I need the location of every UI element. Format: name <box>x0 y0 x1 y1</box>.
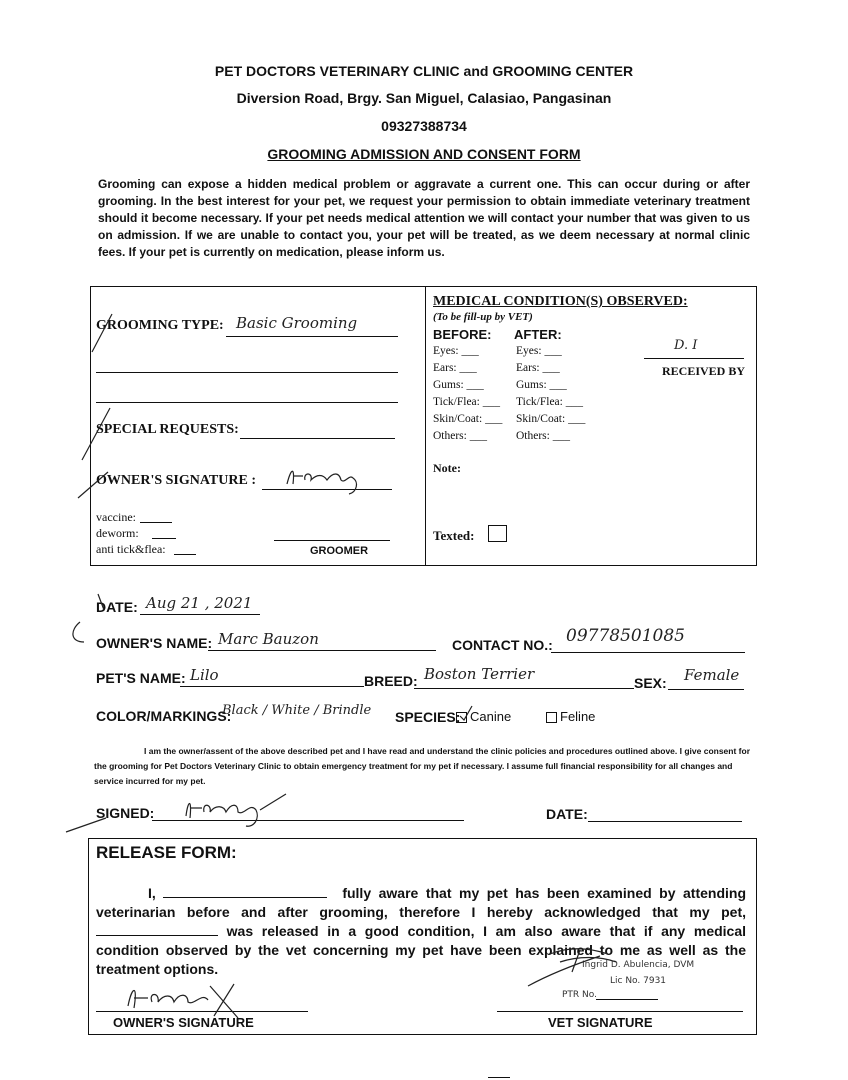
grooming-type-value[interactable]: Basic Grooming <box>236 314 358 332</box>
signed-date-label: DATE: <box>546 806 588 822</box>
special-requests-label: SPECIAL REQUESTS: <box>96 422 239 437</box>
groomer-line <box>274 540 390 541</box>
tick-flea-field[interactable] <box>174 554 196 555</box>
date-line <box>140 614 260 615</box>
before-skin-coat: Skin/Coat: ___ <box>433 413 503 425</box>
vaccine-label: vaccine: <box>96 510 136 524</box>
vet-sig-line <box>497 1011 743 1012</box>
before-others: Others: ___ <box>433 430 487 442</box>
vet-license-stamp: Lic No. 7931 <box>610 976 667 986</box>
owner-signature-label: OWNER'S SIGNATURE : <box>96 473 256 488</box>
consent-paragraph: I am the owner/assent of the above described pet and I have read and understand the clinic policies and procedures outlined above. I give consent for the grooming for Pet Doctors Veterinary Clinic to obtain emergency treatment for my pet if necessary. I assume full financial responsibility for all changes and service incurred for my pet. <box>94 746 751 786</box>
before-ears: Ears: ___ <box>433 362 477 374</box>
vet-sig-label: VET SIGNATURE <box>548 1015 653 1030</box>
received-by-label: RECEIVED BY <box>662 364 746 378</box>
after-label: AFTER: <box>514 327 562 342</box>
feline-label: Feline <box>560 709 596 724</box>
texted-label: Texted: <box>433 528 475 543</box>
breed-line <box>414 688 634 689</box>
release-name-field[interactable] <box>163 885 327 898</box>
form-title: GROOMING ADMISSION AND CONSENT FORM <box>267 146 581 162</box>
texted-checkbox[interactable] <box>488 525 507 542</box>
vet-name-stamp: Ingrid D. Abulencia, DVM <box>582 960 695 970</box>
signed-signature-mark <box>180 790 290 834</box>
contact-label: CONTACT NO.: <box>452 637 553 653</box>
contact-line <box>551 652 745 653</box>
species-label: SPECIES: <box>395 709 461 725</box>
after-ears: Ears: ___ <box>516 362 560 374</box>
breed-value[interactable]: Boston Terrier <box>424 665 535 683</box>
clinic-name: PET DOCTORS VETERINARY CLINIC and GROOMING CENTER <box>214 63 634 79</box>
pen-check-marks-3 <box>62 800 112 840</box>
intro-paragraph: Grooming can expose a hidden medical problem or aggravate a current one. This can occur during or after grooming. In the best interest for your pet, we request your permission to obtain immediate veterinary treatment should it become necessary. If your pet needs medical attention we will contact your number that was given to us on admission. If we are unable to contact you, your pet will be treated, as we deem necessary at normal clinic fees. If your pet is currently on medication, please inform us. <box>98 177 750 259</box>
medical-title: MEDICAL CONDITION(S) OBSERVED: <box>433 294 688 309</box>
after-skin-coat: Skin/Coat: ___ <box>516 413 586 425</box>
release-title: RELEASE FORM: <box>96 843 237 862</box>
special-requests-field[interactable] <box>240 438 395 439</box>
medical-subtitle: (To be fill-up by VET) <box>433 311 533 323</box>
note-label: Note: <box>433 461 461 475</box>
ptr-line <box>596 999 658 1000</box>
box-divider <box>425 286 426 565</box>
signed-label: SIGNED: <box>96 805 155 821</box>
pet-name-label: PET'S NAME: <box>96 670 186 686</box>
before-tick-flea: Tick/Flea: ___ <box>433 396 500 408</box>
pet-name-value[interactable]: Lilo <box>190 666 219 684</box>
pet-name-line <box>180 686 364 687</box>
canine-label: Canine <box>470 709 512 724</box>
clinic-address: Diversion Road, Brgy. San Miguel, Calasiao, Pangasinan <box>236 90 612 106</box>
signed-date-field[interactable] <box>588 821 742 822</box>
vaccine-field[interactable] <box>140 522 172 523</box>
before-label: BEFORE: <box>433 327 492 342</box>
sex-value[interactable]: Female <box>684 666 740 684</box>
date-label: DATE: <box>96 599 138 615</box>
grooming-type-line <box>226 336 398 337</box>
owner-name-value[interactable]: Marc Bauzon <box>218 630 319 648</box>
vet-ptr-stamp: PTR No. <box>562 990 597 1000</box>
color-label: COLOR/MARKINGS: <box>96 708 232 724</box>
page-edge-mark <box>488 1077 510 1078</box>
date-value[interactable]: Aug 21 , 2021 <box>146 594 253 612</box>
sex-line <box>668 689 744 690</box>
after-others: Others: ___ <box>516 430 570 442</box>
vet-signature-mark <box>520 944 630 990</box>
owner-name-label: OWNER'S NAME: <box>96 635 213 651</box>
after-eyes: Eyes: ___ <box>516 345 562 357</box>
pen-check-marks <box>70 300 120 500</box>
owner-signature-mark <box>283 462 371 498</box>
after-gums: Gums: ___ <box>516 379 567 391</box>
release-paragraph: I, fully aware that my pet has been examined by attending veterinarian before and after grooming, therefore I hereby acknowledged that my pet, was released in a good condition, I am also aware that if any medical condition observed by the vet concerning my pet have been explained to me as well as the treatment options. <box>96 885 747 977</box>
groomer-label: GROOMER <box>310 545 369 557</box>
tick-flea-label: anti tick&flea: <box>96 542 166 556</box>
owner-sig-label: OWNER'S SIGNATURE <box>113 1015 254 1030</box>
release-pet-field[interactable] <box>96 923 218 936</box>
color-value[interactable]: Black / White / Brindle <box>222 703 372 718</box>
blank-line-2 <box>96 402 398 403</box>
received-by-initials: D. I <box>674 338 698 353</box>
blank-line-1 <box>96 372 398 373</box>
before-gums: Gums: ___ <box>433 379 484 391</box>
grooming-type-label: GROOMING TYPE: <box>96 318 224 333</box>
received-by-line <box>644 358 744 359</box>
owner-name-line <box>208 650 436 651</box>
feline-checkbox[interactable] <box>546 712 557 723</box>
sex-label: SEX: <box>634 675 667 691</box>
before-eyes: Eyes: ___ <box>433 345 479 357</box>
contact-value[interactable]: 09778501085 <box>566 626 685 646</box>
deworm-field[interactable] <box>152 538 176 539</box>
deworm-label: deworm: <box>96 526 139 540</box>
breed-label: BREED: <box>364 673 418 689</box>
after-tick-flea: Tick/Flea: ___ <box>516 396 583 408</box>
clinic-phone: 09327388734 <box>381 118 467 134</box>
